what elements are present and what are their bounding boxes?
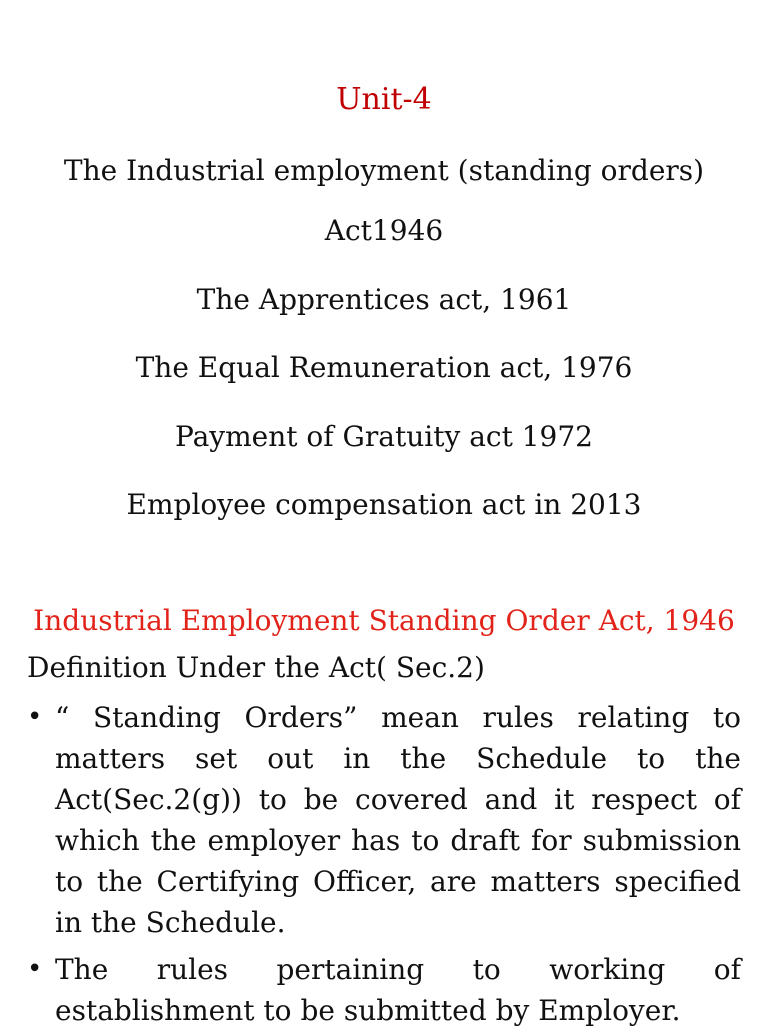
bullet-marker: •: [27, 702, 43, 732]
bullet-rules-pertaining: [27, 949, 741, 1031]
act-line-employee-compensation: Employee compensation act in 2013: [126, 488, 642, 521]
bullet-standing-orders-definition: [27, 697, 741, 943]
definition-title: Definition Under the Act( Sec.2): [27, 651, 485, 684]
bullet-text: The rules pertaining to working of establishment to be submitted by Employer.: [55, 953, 741, 1027]
unit-title: Unit-4: [336, 82, 432, 117]
act-line-industrial-employment-year: Act1946: [324, 214, 444, 247]
act-line-industrial-employment: The Industrial employment (standing orders): [63, 154, 705, 187]
act-line-payment-of-gratuity: Payment of Gratuity act 1972: [175, 420, 593, 453]
section-heading: Industrial Employment Standing Order Act, 1946: [33, 604, 735, 637]
act-line-apprentices: The Apprentices act, 1961: [196, 283, 572, 316]
bullet-text: “ Standing Orders” mean rules relating to matters set out in the Schedule to the Act(Sec.2(g)) to be covered and it respect of which the employer has to draft for submission to the Certifying Officer, are matters specified in the Schedule.: [55, 701, 741, 939]
bullet-marker: •: [27, 954, 43, 984]
act-line-equal-remuneration: The Equal Remuneration act, 1976: [135, 351, 633, 384]
